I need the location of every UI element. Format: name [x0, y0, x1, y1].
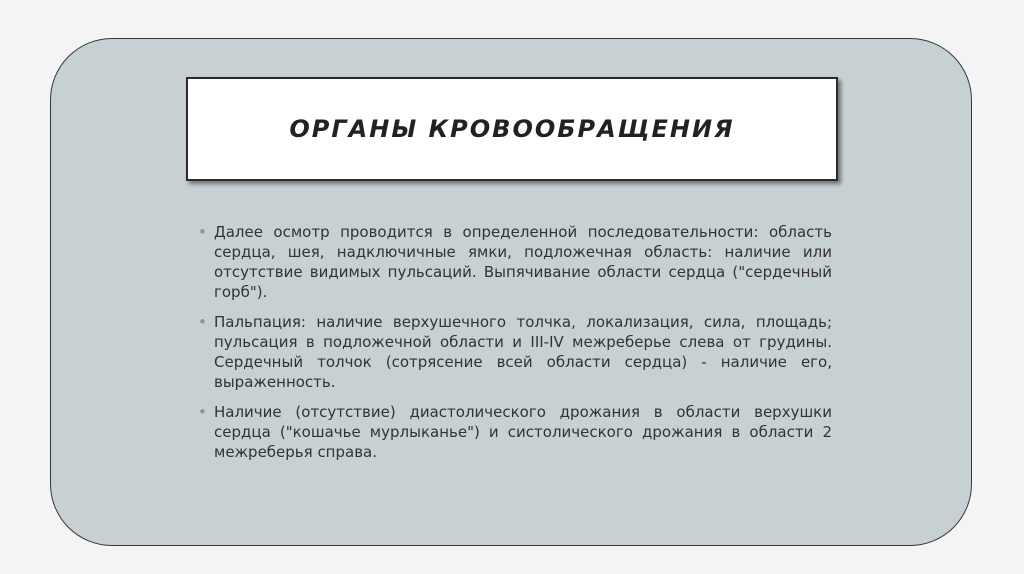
bullet-item [198, 402, 832, 462]
bullet-marker: • [198, 403, 207, 421]
slide-title: ОРГАНЫ КРОВООБРАЩЕНИЯ [289, 115, 735, 143]
bullet-text: Пальпация: наличие верхушечного толчка, локализация, сила, площадь; пульсация в подложечной области и III-IV межреберье слева от грудины. Сердечный толчок (сотрясение всей области сердца) - наличие его, выраженность. [214, 313, 832, 391]
bullet-list [198, 222, 832, 472]
bullet-item [198, 312, 832, 392]
bullet-text: Наличие (отсутствие) диастолического дрожания в области верхушки сердца ("кошачье мурлыканье") и систолического дрожания в области 2 межреберья справа. [214, 403, 832, 461]
title-box [186, 77, 838, 181]
bullet-marker: • [198, 223, 207, 241]
bullet-item [198, 222, 832, 302]
bullet-text: Далее осмотр проводится в определенной последовательности: область сердца, шея, надключичные ямки, подложечная область: наличие или отсутствие видимых пульсаций. Выпячивание области сердца ("сердечный горб"). [214, 223, 832, 301]
bullet-marker: • [198, 313, 207, 331]
